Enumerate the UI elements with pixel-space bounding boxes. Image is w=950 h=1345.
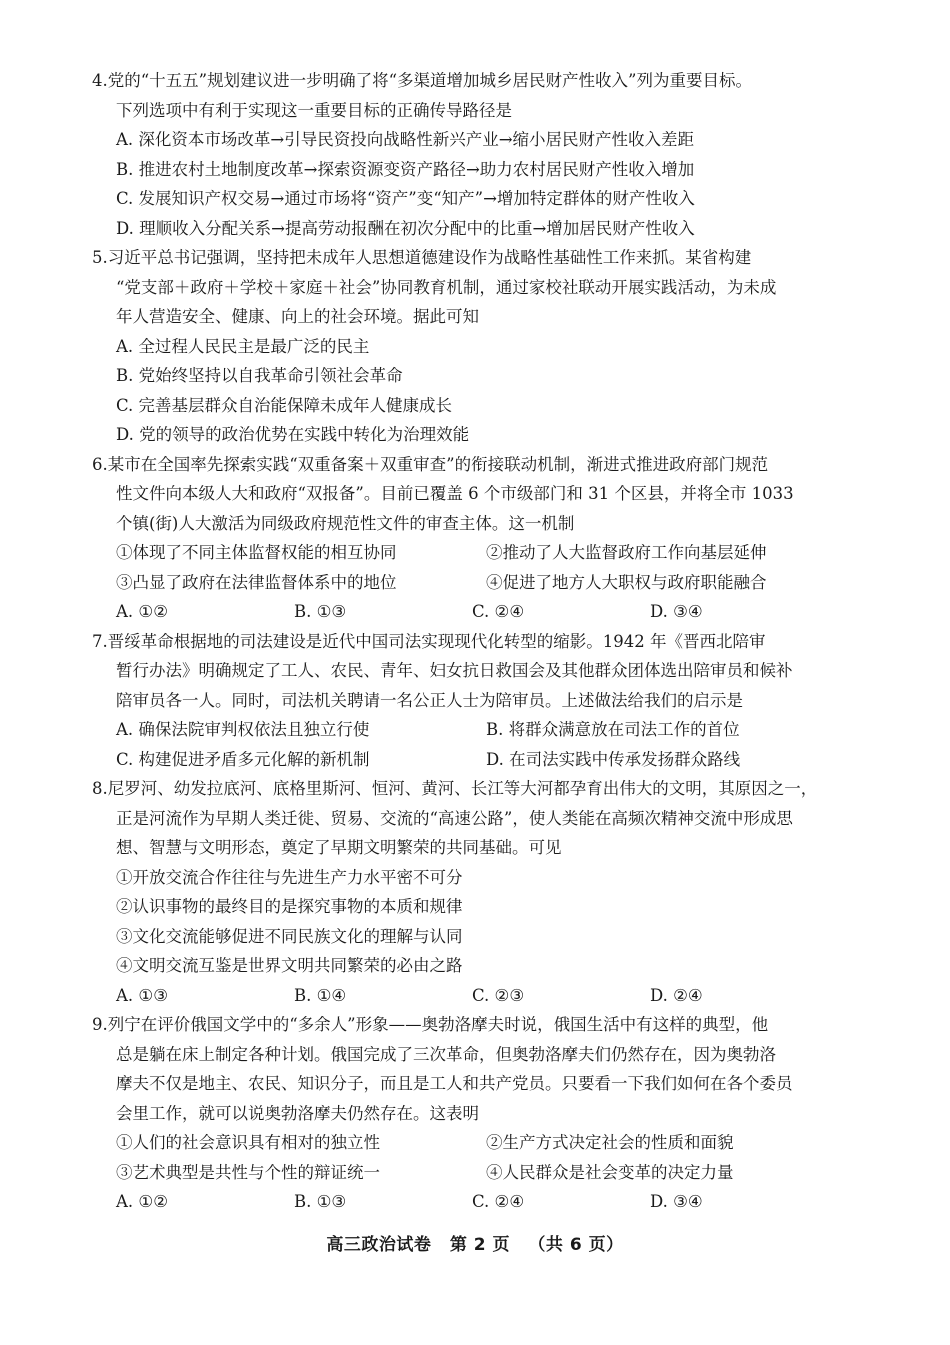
statement-1: ①开放交流合作往往与先进生产力水平密不可分 [116,867,463,887]
question-stem-line: 6.某市在全国率先探索实践“双重备案＋双重审查”的衔接联动机制，渐进式推进政府部门规范 [92,454,769,474]
question-stem-line: 性文件向本级人大和政府“双报备”。目前已覆盖 6 个市级部门和 31 个区县，并将全市 1033 [116,484,794,503]
statement-2: ②生产方式决定社会的性质和面貌 [486,1133,734,1152]
question-stem-line: 年人营造安全、健康、向上的社会环境。据此可知 [116,307,479,326]
choice-a: A. ①② [116,1192,168,1211]
question-stem-line: 4.党的“十五五”规划建议进一步明确了将“多渠道增加城乡居民财产性收入”列为重要目标。 [92,71,752,90]
option-b: B. 党始终坚持以自我革命引领社会革命 [116,366,403,385]
option-row [92,745,882,775]
choice-a: A. ①③ [116,985,168,1005]
question-stem-line: 下列选项中有利于实现这一重要目标的正确传导路径是 [116,100,512,120]
question-stem-line: 暂行办法》明确规定了工人、农民、青年、妇女抗日救国会及其他群众团体选出陪审员和候补 [116,661,793,680]
question-stem-line: 陪审员各一人。同时，司法机关聘请一名公正人士为陪审员。上述做法给我们的启示是 [116,690,743,710]
statement-4: ④文明交流互鉴是世界文明共同繁荣的必由之路 [116,956,463,975]
choice-a: A. ①② [116,602,168,621]
option-b: B. 将群众满意放在司法工作的首位 [486,720,740,739]
page-footer [0,1230,950,1255]
question-list [92,66,882,1217]
question-stem-line: 总是躺在床上制定各种计划。俄国完成了三次革命，但奥勃洛摩夫们仍然存在，因为奥勃洛 [116,1044,776,1064]
question-stem-line: 想、智慧与文明形态，奠定了早期文明繁荣的共同基础。可见 [116,838,562,857]
option-row [92,715,882,745]
question-stem-line: “党支部＋政府＋学校＋家庭＋社会”协同教育机制，通过家校社联动开展实践活动，为未成 [116,277,777,297]
statement-row [92,568,882,598]
option-b: B. 推进农村土地制度改革→探索资源变资产路径→助力农村居民财产性收入增加 [116,159,695,179]
choice-d: D. ③④ [650,602,703,621]
option-c: C. 完善基层群众自治能保障未成年人健康成长 [116,395,453,415]
statement-4: ④促进了地方人大职权与政府职能融合 [486,572,767,592]
question-stem-line: 个镇(街)人大激活为同级政府规范性文件的审查主体。这一机制 [116,513,575,533]
statement-1: ①人们的社会意识具有相对的独立性 [116,1133,380,1152]
choice-row [92,1187,882,1217]
question-7 [92,627,882,775]
choice-b: B. ①③ [294,602,347,621]
statement-3: ③凸显了政府在法律监督体系中的地位 [116,572,397,592]
choice-c: C. ②③ [472,985,525,1005]
choice-row [92,981,882,1011]
statement-1: ①体现了不同主体监督权能的相互协同 [116,543,397,562]
choice-b: B. ①③ [294,1192,347,1211]
statement-row [92,1128,882,1158]
question-stem-line: 摩夫不仅是地主、农民、知识分子，而且是工人和共产党员。只要看一下我们如何在各个委员 [116,1074,793,1093]
statement-2: ②推动了人大监督政府工作向基层延伸 [486,543,767,562]
choice-b: B. ①④ [294,985,347,1005]
statement-4: ④人民群众是社会变革的决定力量 [486,1162,734,1182]
option-a: A. 确保法院审判权依法且独立行使 [116,720,370,739]
question-8 [92,774,882,1010]
choice-c: C. ②④ [472,1192,525,1211]
question-4 [92,66,882,243]
footer-total-pages: （共 6 页） [528,1235,624,1255]
statement-3: ③文化交流能够促进不同民族文化的理解与认同 [116,926,463,946]
choice-d: D. ③④ [650,1192,703,1211]
question-stem-line: 8.尼罗河、幼发拉底河、底格里斯河、恒河、黄河、长江等大河都孕育出伟大的文明，其原因之一， [92,779,818,798]
statement-2: ②认识事物的最终目的是探究事物的本质和规律 [116,897,463,916]
question-6 [92,450,882,627]
choice-row [92,597,882,627]
question-5 [92,243,882,450]
footer-page-number: 第 2 页 [449,1235,510,1255]
statement-row [92,538,882,568]
footer-title: 高三政治试卷 [326,1235,432,1255]
option-a: A. 全过程人民民主是最广泛的民主 [116,336,370,356]
question-stem-line: 正是河流作为早期人类迁徙、贸易、交流的“高速公路”，使人类能在高频次精神交流中形成思 [116,808,793,828]
question-stem-line: 9.列宁在评价俄国文学中的“多余人”形象——奥勃洛摩夫时说，俄国生活中有这样的典型，他 [92,1015,769,1034]
statement-row [92,1158,882,1188]
choice-d: D. ②④ [650,985,703,1005]
option-a: A. 深化资本市场改革→引导民资投向战略性新兴产业→缩小居民财产性收入差距 [116,130,695,149]
option-d: D. 在司法实践中传承发扬群众路线 [486,749,741,769]
choice-c: C. ②④ [472,602,525,621]
statement-3: ③艺术典型是共性与个性的辩证统一 [116,1162,380,1182]
option-c: C. 发展知识产权交易→通过市场将“资产”变“知产”→增加特定群体的财产性收入 [116,189,695,208]
question-stem-line: 7.晋绥革命根据地的司法建设是近代中国司法实现现代化转型的缩影。1942 年《晋西北陪审 [92,631,766,651]
option-d: D. 理顺收入分配关系→提高劳动报酬在初次分配中的比重→增加居民财产性收入 [116,218,695,238]
question-9 [92,1010,882,1217]
option-c: C. 构建促进矛盾多元化解的新机制 [116,749,370,769]
question-stem-line: 5.习近平总书记强调，坚持把未成年人思想道德建设作为战略性基础性工作来抓。某省构建 [92,248,752,267]
question-stem-line: 会里工作，就可以说奥勃洛摩夫仍然存在。这表明 [116,1103,479,1123]
option-d: D. 党的领导的政治优势在实践中转化为治理效能 [116,425,470,444]
